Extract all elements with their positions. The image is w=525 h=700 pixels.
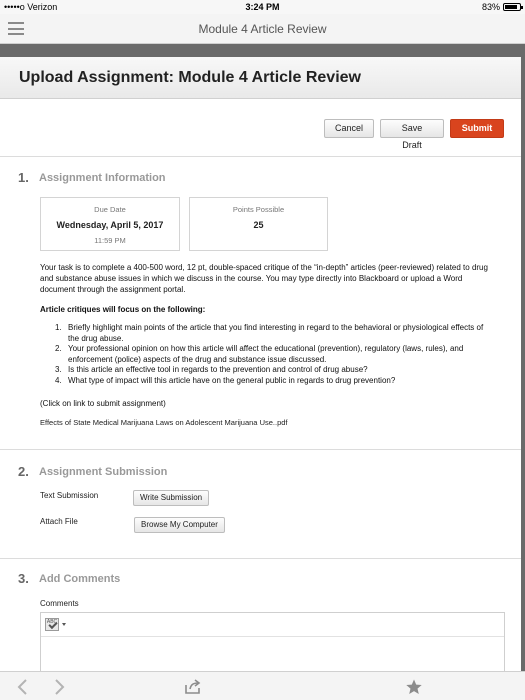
attachment-file-link[interactable]: Effects of State Medical Marijuana Laws on Adolescent Marijuana Use..pdf (40, 418, 288, 427)
list-item: 2. Your professional opinion on how this article will affect the educational (prevention), regulatory (laws, rules), and enforcement (police) aspects of the drug and substance issue discussed. (55, 344, 464, 364)
list-item: 1. Briefly highlight main points of the article that you find interesting in regard to the behavioral or physiological effects of the drug abuse. (55, 323, 484, 343)
save-draft-button[interactable]: Save Draft (380, 119, 444, 138)
list-item: 4. What type of impact will this article have on the general public in regards to drug prevention? (55, 375, 396, 385)
due-date-value: Wednesday, April 5, 2017 (56, 220, 164, 230)
text-submission-label: Text Submission (40, 491, 99, 500)
attach-file-label: Attach File (40, 517, 78, 526)
section-title-assignment-information: Assignment Information (39, 172, 166, 184)
divider (0, 156, 521, 157)
section-number: 3. (18, 571, 29, 586)
points-possible-box (189, 197, 328, 251)
battery-icon (503, 3, 521, 11)
critique-list (55, 323, 495, 386)
divider (0, 449, 521, 450)
section-title-add-comments: Add Comments (39, 573, 121, 585)
submit-button[interactable]: Submit (450, 119, 504, 138)
forward-arrow-icon[interactable] (50, 678, 68, 696)
section-number: 2. (18, 464, 29, 479)
status-bar (0, 0, 525, 14)
due-time-value: 11:59 PM (94, 236, 126, 245)
due-date-label: Due Date (94, 205, 126, 214)
points-possible-label: Points Possible (232, 205, 285, 214)
assignment-description: Your task is to complete a 400-500 word, 12 pt, double-spaced critique of the “in-depth” articles (peer-reviewed) related to drug and substance abuse issues in which we discuss in the course. You may type directly into Blackboard or upload a Word document through the assignment portal. (40, 263, 488, 294)
battery-indicator (482, 2, 521, 12)
browse-my-computer-button[interactable]: Browse My Computer (134, 517, 225, 533)
comments-editor[interactable] (40, 612, 505, 672)
section-number: 1. (18, 170, 29, 185)
dialog-title: Upload Assignment: Module 4 Article Review (19, 69, 361, 86)
spellcheck-icon: ABC (45, 618, 59, 631)
spellcheck-dropdown[interactable] (45, 617, 67, 632)
cancel-button[interactable]: Cancel (324, 119, 374, 138)
bottom-toolbar (0, 671, 525, 700)
comments-label: Comments (40, 599, 79, 608)
chevron-down-icon (62, 623, 66, 626)
click-note: (Click on link to submit assignment) (40, 399, 166, 408)
status-time: 3:24 PM (245, 2, 280, 12)
star-icon[interactable] (405, 678, 423, 696)
app-nav-bar (0, 14, 525, 44)
comments-toolbar (41, 613, 504, 637)
list-item: 3. Is this article an effective tool in regards to the prevention and control of drug abuse? (55, 365, 368, 374)
section-title-assignment-submission: Assignment Submission (39, 466, 168, 478)
nav-title: Module 4 Article Review (198, 22, 327, 36)
share-icon[interactable] (184, 678, 202, 696)
carrier-label: •••••o Verizon (4, 2, 58, 12)
critique-heading: Article critiques will focus on the following: (40, 305, 206, 314)
upload-assignment-dialog (0, 57, 521, 671)
write-submission-button[interactable]: Write Submission (133, 490, 209, 506)
points-possible-value: 25 (253, 220, 264, 230)
due-date-box (40, 197, 180, 251)
battery-percent: 83% (481, 2, 500, 12)
divider (0, 558, 521, 559)
back-arrow-icon[interactable] (14, 678, 32, 696)
